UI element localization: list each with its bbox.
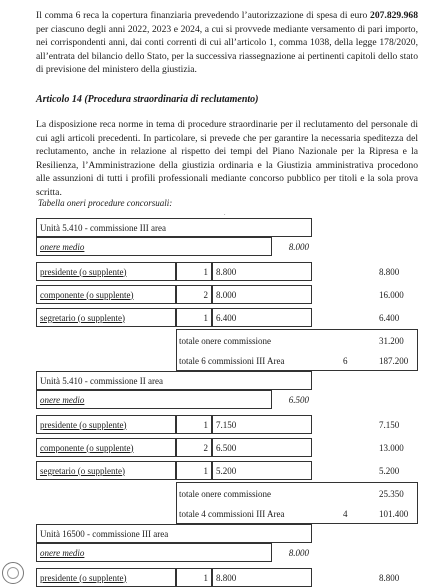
role-cell: presidente (o supplente)	[36, 262, 176, 281]
table-unit-row	[0, 218, 444, 237]
role-cell: presidente (o supplente)	[36, 568, 176, 587]
table-row	[0, 308, 444, 327]
unit-label: Unità 16500 - commissione III area	[36, 524, 312, 543]
onere-label: onere medio	[36, 543, 272, 562]
grand-count: 4	[343, 508, 348, 519]
total-label: totale onere commissione	[179, 488, 271, 499]
total-cell: 13.000	[379, 442, 404, 453]
unit-cost-cell: 6.500	[212, 438, 312, 457]
qty-cell: 1	[176, 461, 212, 480]
unit-label: Unità 5.410 - commissione III area	[36, 218, 312, 237]
unit-cost-cell: 8.800	[212, 568, 312, 587]
role-cell: segretario (o supplente)	[36, 461, 176, 480]
total-cell: 8.800	[379, 572, 400, 583]
table-row	[0, 285, 444, 304]
table-row	[0, 568, 444, 587]
grand-value: 187.200	[379, 355, 409, 366]
onere-label: onere medio	[36, 237, 272, 256]
onere-label: onere medio	[36, 390, 272, 409]
article-heading: Articolo 14 (Procedura straordinaria di reclutamento)	[36, 94, 259, 105]
paragraph-coverage	[36, 9, 418, 77]
paragraph-coverage-text-2: per ciascuno degli anni 2022, 2023 e 2024, a cui si provvede mediante versamento di pari importo, nei corrispondenti anni, dai conti correnti di cui all’articolo 1, comma 1038, della legge 178/2020, all’entrata del bilancio dello Stato, per la successiva riassegnazione ai pertinenti capitoli dello stato di previsione del ministero della giustizia.	[36, 23, 418, 76]
total-cell: 7.150	[379, 419, 400, 430]
table-caption: Tabella oneri procedure concorsuali:	[38, 198, 173, 208]
unit-cost-cell: 5.200	[212, 461, 312, 480]
total-value: 25.350	[379, 488, 404, 499]
grand-label: totale 6 commissioni III Area	[179, 355, 285, 366]
scan-mark: .	[224, 211, 226, 217]
qty-cell: 1	[176, 568, 212, 587]
role-cell: componente (o supplente)	[36, 285, 176, 304]
grand-count: 6	[343, 355, 348, 366]
totals-box	[176, 329, 418, 371]
total-cell: 6.400	[379, 312, 400, 323]
table-unit-row	[0, 524, 444, 543]
table-unit-row	[0, 371, 444, 390]
role-cell: presidente (o supplente)	[36, 415, 176, 434]
unit-cost-cell: 8.800	[212, 262, 312, 281]
table-row	[0, 262, 444, 281]
coverage-amount: 207.829.968	[370, 10, 418, 21]
unit-cost-cell: 8.000	[212, 285, 312, 304]
onere-value: 6.500	[288, 394, 309, 405]
paragraph-recruitment: La disposizione reca norme in tema di procedure straordinarie per il reclutamento del personale di cui agli articoli precedenti. In particolare, si prevede che per garantire la necessaria speditezza del reclutamento, anche in relazione al rispetto dei tempi del Piano Nazionale per la Ripresa e la Resilienza, l’Amministrazione della giustizia ordinaria e la Giustizia amministrativa procedono alle assunzioni di tutti i profili professionali mediante concorso pubblico per titoli e la sola prova scritta.	[36, 119, 418, 198]
stamp-seal	[2, 562, 24, 584]
total-cell: 5.200	[379, 465, 400, 476]
qty-cell: 1	[176, 262, 212, 281]
qty-cell: 1	[176, 308, 212, 327]
total-value: 31.200	[379, 335, 404, 346]
table-row	[0, 461, 444, 480]
role-cell: componente (o supplente)	[36, 438, 176, 457]
onere-value: 8.000	[288, 547, 309, 558]
total-cell: 8.800	[379, 266, 400, 277]
table-row	[0, 438, 444, 457]
qty-cell: 2	[176, 285, 212, 304]
table-onere-row	[0, 543, 444, 562]
table-row	[0, 415, 444, 434]
qty-cell: 2	[176, 438, 212, 457]
total-label: totale onere commissione	[179, 335, 271, 346]
table-onere-row	[0, 390, 444, 409]
unit-label: Unità 5.410 - commissione II area	[36, 371, 312, 390]
onere-value: 8.000	[288, 241, 309, 252]
total-cell: 16.000	[379, 289, 404, 300]
table-onere-row	[0, 237, 444, 256]
totals-box	[176, 482, 418, 524]
role-cell: segretario (o supplente)	[36, 308, 176, 327]
qty-cell: 1	[176, 415, 212, 434]
paragraph-coverage-text: Il comma 6 reca la copertura finanziaria prevedendo l’autorizzazione di spesa di euro	[36, 10, 371, 21]
grand-label: totale 4 commissioni III Area	[179, 508, 285, 519]
unit-cost-cell: 7.150	[212, 415, 312, 434]
unit-cost-cell: 6.400	[212, 308, 312, 327]
grand-value: 101.400	[379, 508, 409, 519]
